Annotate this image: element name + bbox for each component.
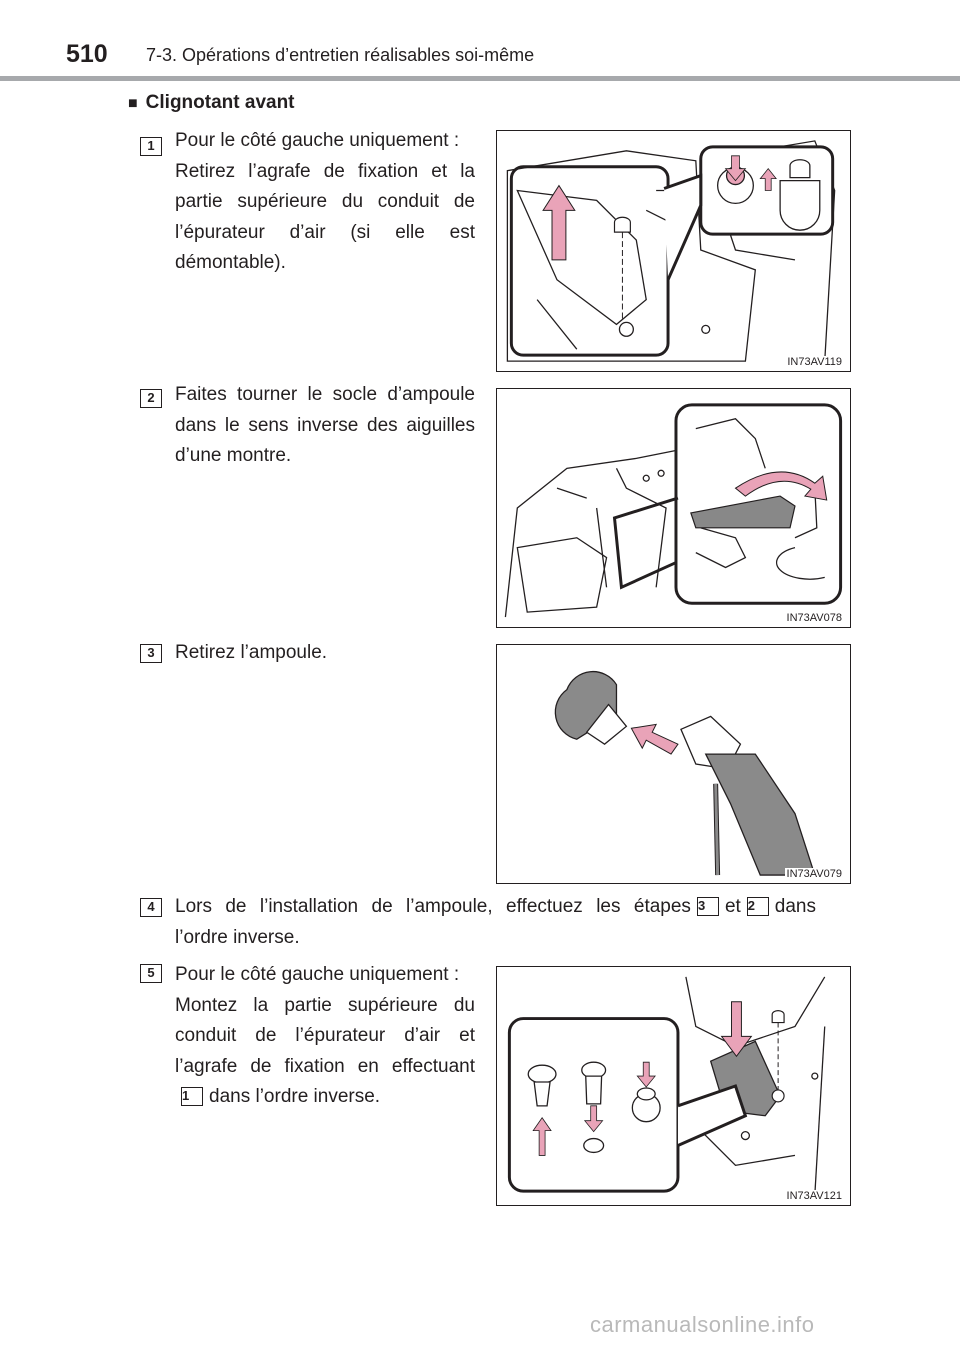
step-text-4 [175, 892, 816, 953]
figure-code-2: IN73AV078 [786, 612, 842, 624]
step-ref-3: 3 [697, 897, 719, 916]
step-4-text-b: et [724, 896, 741, 917]
header-rule [0, 76, 960, 81]
bulb-socket-rotation-illustration [497, 389, 850, 627]
step-3-line-1: Retirez l’ampoule. [175, 642, 328, 663]
step-4-text-a: Lors de l’installation de l’ampoule, effectuez les étapes [175, 896, 691, 917]
figure-code-1: IN73AV119 [787, 356, 842, 368]
step-text-2 [175, 380, 475, 472]
running-head: 7-3. Opérations d’entretien réalisables soi-même [146, 45, 535, 65]
figure-code-5: IN73AV121 [786, 1190, 842, 1202]
bulb-removal-illustration [497, 645, 850, 883]
figure-step-5 [496, 966, 851, 1206]
section-title [128, 92, 295, 114]
socket-and-cable [681, 716, 815, 875]
page-number: 510 [66, 40, 108, 68]
clip-install-illustration [497, 967, 850, 1205]
step-badge-2: 2 [140, 389, 162, 408]
step-badge-3: 3 [140, 644, 162, 663]
step-5-line-1: Pour le côté gauche uniquement : [175, 964, 460, 985]
step-text-5 [175, 960, 475, 1113]
step-badge-4: 4 [140, 898, 162, 917]
step-1-line-2: Retirez l’agrafe de fixation et la partie supérieure du conduit de l’épurateur d’air (si elle est démontable). [175, 160, 475, 273]
footer-watermark: carmanualsonline.info [590, 1312, 815, 1337]
step-badge-5: 5 [140, 964, 162, 983]
engine-bay-clip-illustration [497, 131, 850, 371]
step-2-line-1: Faites tourner le socle d’ampoule dans le sens inverse des aiguilles d’une montre. [175, 384, 475, 466]
step-badge-1: 1 [140, 137, 162, 156]
step-1-line-1: Pour le côté gauche uniquement : [175, 130, 460, 151]
step-4-text-c: dans l’ordre inverse. [175, 896, 816, 948]
step-text-3 [175, 638, 475, 669]
bulb [555, 672, 626, 745]
step-5-text-b: dans l’ordre inverse. [209, 1086, 381, 1107]
section-bullet: ■ [128, 95, 138, 112]
step-ref-1: 1 [181, 1087, 203, 1106]
figure-code-3: IN73AV079 [786, 868, 842, 880]
left-arrow-icon [631, 724, 678, 754]
step-ref-2: 2 [747, 897, 769, 916]
step-text-1 [175, 126, 475, 279]
step-5-line-2 [175, 991, 475, 1113]
figure-step-3 [496, 644, 851, 884]
section-title-text: Clignotant avant [145, 92, 295, 113]
step-4-line-1 [175, 892, 816, 953]
figure-step-2 [496, 388, 851, 628]
step-5-text-a: Montez la partie supérieure du conduit de l’épurateur d’air et l’agrafe de fixation en effectuant [175, 994, 475, 1077]
figure-step-1 [496, 130, 851, 372]
